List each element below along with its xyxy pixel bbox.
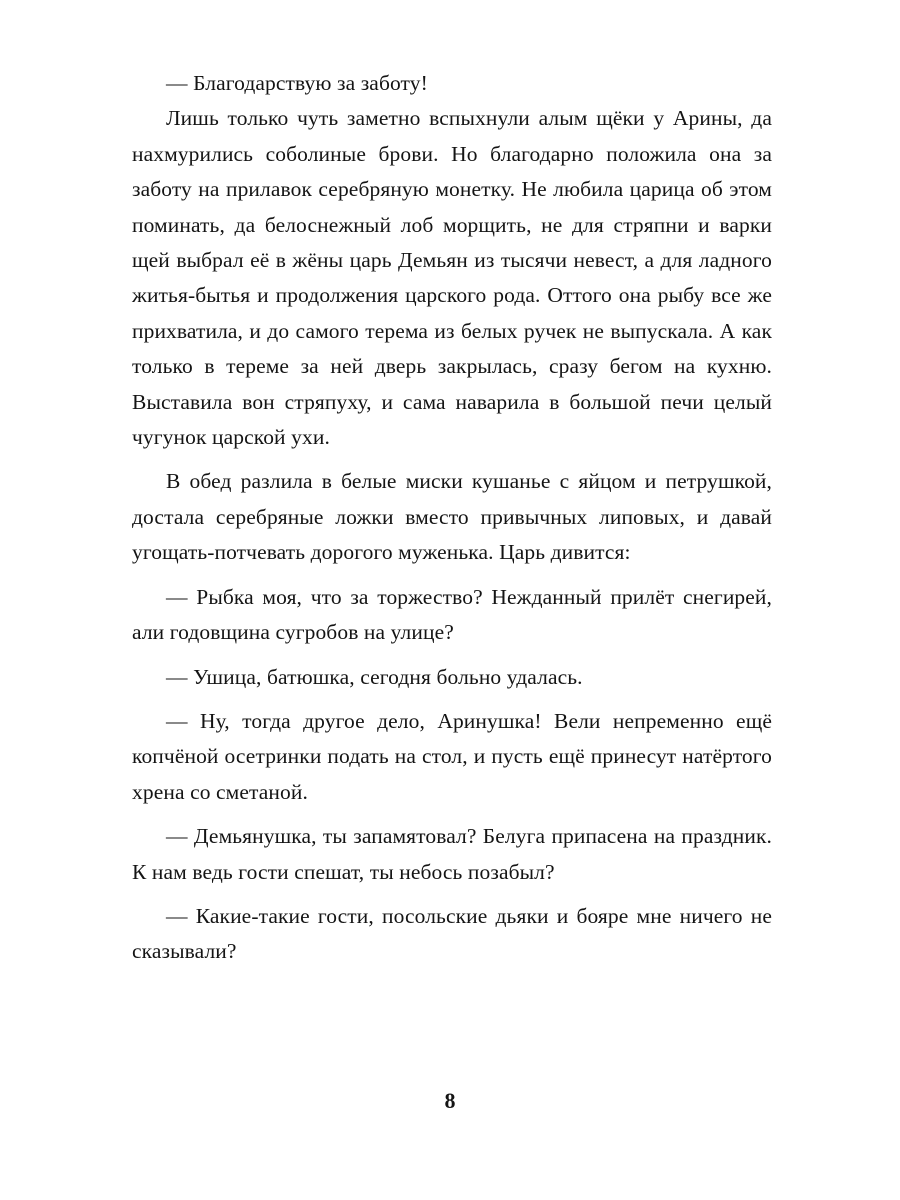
paragraph: — Благодарствую за заботу! — [166, 71, 428, 95]
paragraph-spacer — [132, 695, 772, 704]
paragraph-spacer — [132, 571, 772, 580]
paragraph: — Ушица, батюшка, сегодня больно удалась. — [166, 664, 583, 689]
page-number: 8 — [444, 1088, 456, 1113]
paragraph-spacer — [132, 890, 772, 899]
paragraph-spacer — [132, 810, 772, 819]
paragraph-spacer — [132, 455, 772, 464]
paragraph: — Рыбка моя, что за торжество? Нежданный прилёт снегирей, али годовщина сугробов на улице? — [132, 584, 772, 645]
paragraph: — Какие-такие гости, посольские дьяки и бояре мне ничего не сказывали? — [132, 903, 772, 964]
paragraph-spacer — [132, 651, 772, 660]
paragraph: — Демьянушка, ты запамятовал? Белуга припасена на праздник. К нам ведь гости спешат, ты небось позабыл? — [132, 824, 772, 884]
paragraph: В обед разлила в белые миски кушанье с яйцом и петрушкой, достала серебряные ложки вместо привычных липовых, и давай угощать-потчевать дорогого муженька. Царь дивится: — [132, 469, 772, 565]
paragraph: — Ну, тогда другое дело, Аринушка! Вели непременно ещё копчёной осетринки подать на стол, и пусть ещё принесут натёртого хрена со сметаной. — [132, 708, 772, 804]
page-text-column — [132, 66, 772, 970]
paragraph: Лишь только чуть заметно вспыхнули алым щёки у Арины, да нахмурились соболиные брови. Но благодарно положила она за заботу на прилавок серебряную монетку. Не любила царица об этом поминать, да белоснежный лоб морщить, не для стряпни и варки щей выбрал её в жёны царь Демьян из тысячи невест, а для ладного житья-бытья и продолжения царского рода. Оттого она рыбу все же прихватила, и до самого терема из белых ручек не выпускала. А как только в тереме за ней дверь закрылась, сразу бегом на кухню. Выставила вон стряпуху, и сама наварила в большой печи целый чугунок царской ухи. — [132, 106, 772, 450]
